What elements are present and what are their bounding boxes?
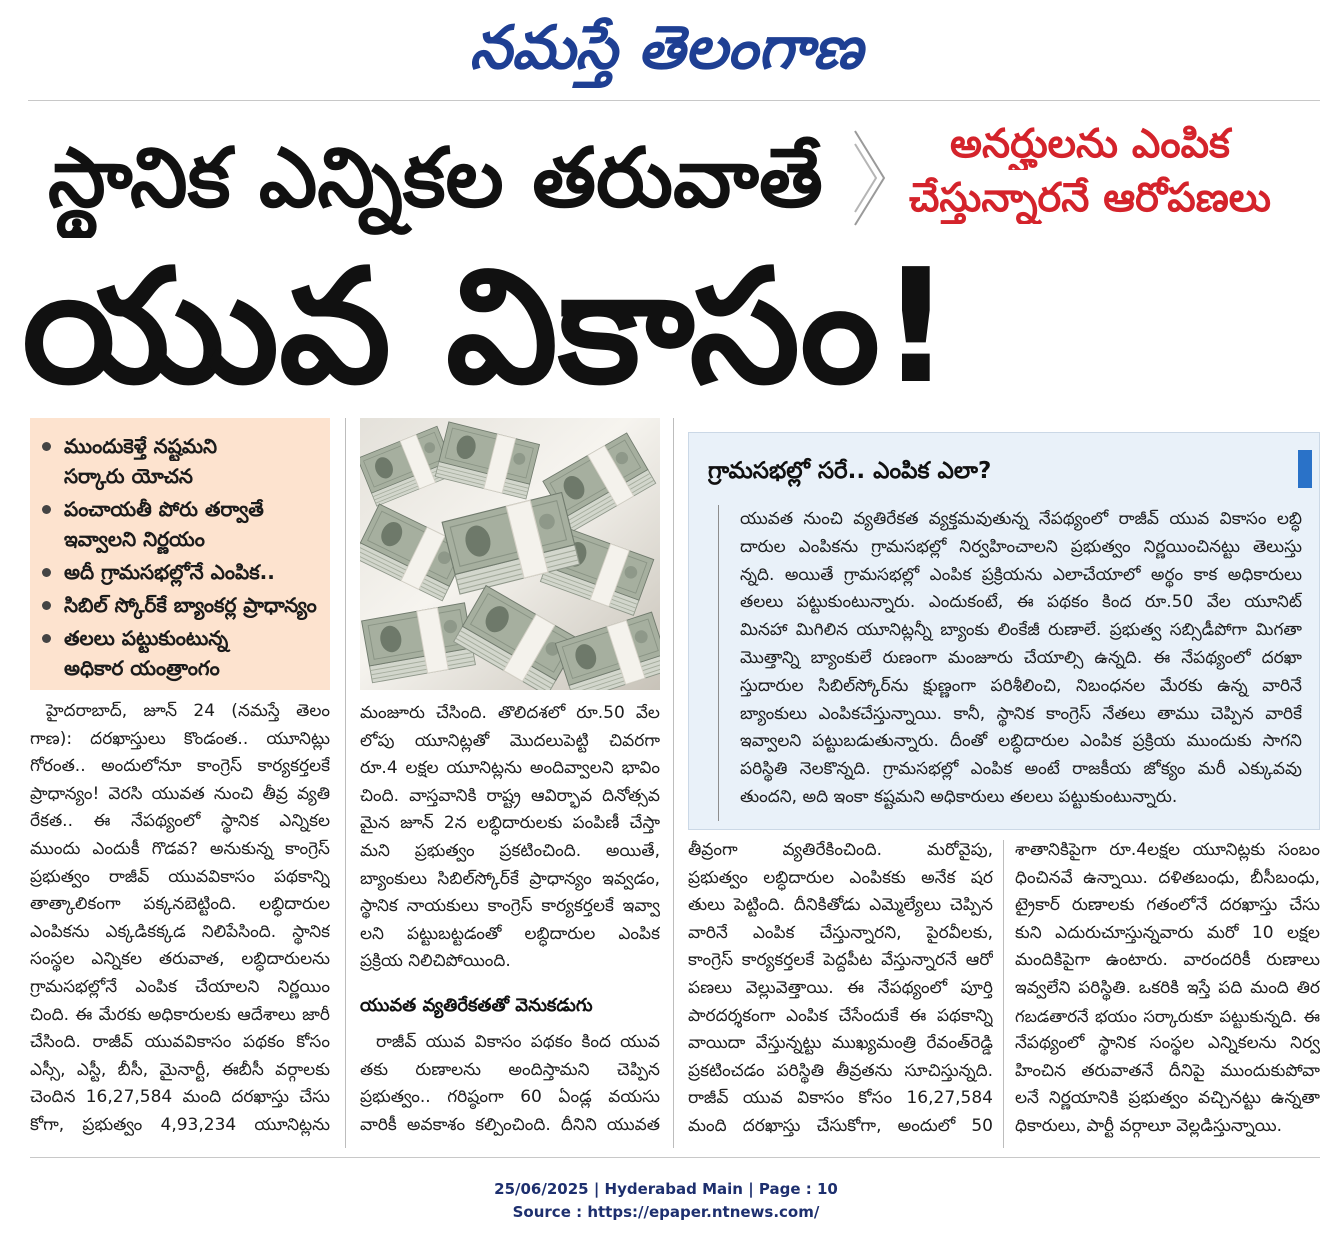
text-line: ఇవ్వాలని పట్టుబడుతున్నారు. దీంతో లబ్ధిదారుల ఎంపిక ప్రక్రియ ముందుకు సాగని <box>740 731 1302 752</box>
text-line: ముందుకెళ్తే నష్టమని <box>64 434 218 458</box>
highlight-item <box>42 494 322 554</box>
text-line: గాణ): దరఖాస్తులు కొండంత.. యూనిట్లు <box>30 728 330 749</box>
text-line: లనే నిర్ణయానికి ప్రభుత్వం వచ్చినట్టు ఉన్నతా <box>1015 1088 1320 1109</box>
text-line: కోగా, ప్రభుత్వం 4,93,234 యూనిట్లను <box>30 1114 330 1135</box>
text-line: అధికార యంత్రాంగం <box>64 656 220 680</box>
text-line: ముందు ఎందుకీ గొడవ? అనుకున్న కాంగ్రెస్ <box>30 838 330 859</box>
text-line: ఇవ్వాలని నిర్ణయం <box>64 527 205 551</box>
footer-divider <box>30 1157 1320 1158</box>
text-line: మందికిపైగా ఉంటారు. వారందరికీ రుణాలు <box>1015 950 1320 971</box>
article-paragraph <box>360 1029 660 1139</box>
text-line: చెందిన 16,27,584 మంది దరఖాస్తు చేసు <box>30 1087 330 1108</box>
text-line: స్తుదారుల సిబిల్‌స్కోర్‌ను క్షుణ్ణంగా పరిశీలించి, నిబంధనల మేరకు ఉన్న వారినే <box>740 675 1302 696</box>
text-line: తులు పెట్టింది. దీనికితోడు ఎమ్మెల్యేలు చెప్పిన <box>688 895 993 916</box>
text-line: ప్రభుత్వం లబ్ధిదారుల ఎంపికకు అనేక షర <box>688 867 993 888</box>
edition-info: 25/06/2025 | Hyderabad Main | Page : 10 <box>494 1180 838 1198</box>
bullet-icon <box>42 601 51 610</box>
sidebar-box-title: గ్రామసభల్లో సరే.. ఎంపిక ఎలా? <box>708 458 992 484</box>
headline-line-1: స్థానిక ఎన్నికల తరువాతే <box>48 131 823 226</box>
text-line: వారికీ అవకాశం కల్పించింది. దీనిని యువత <box>360 1114 660 1135</box>
text-line: ఇవ్వలేని పరిస్థితి. ఒకరికి ఇస్తే పది మంది తిర <box>1015 977 1320 998</box>
text-line: తుందని, అది ఇంకా కష్టమని అధికారులు తలలు పట్టుకుంటున్నారు. <box>740 786 1178 807</box>
text-line: వాయిదా వేస్తున్నట్టు ముఖ్యమంత్రి రేవంత్‌రెడ్డి <box>688 1033 993 1054</box>
text-line: ఎంపికను ఎక్కడికక్కడ నిలిపేసింది. స్థానిక <box>30 921 330 942</box>
bullet-icon <box>42 442 51 451</box>
column-rule <box>345 418 346 1148</box>
article-column-4 <box>1015 837 1320 1141</box>
masthead-logo: నమస్తే తెలంగాణ <box>469 13 863 83</box>
currency-notes-photo <box>360 418 660 690</box>
text-line: సర్కారు యోచన <box>64 464 193 488</box>
text-line: యువత నుంచి వ్యతిరేకత వ్యక్తమవుతున్న నేపథ్యంలో రాజీవ్ యువ వికాసం లబ్ధి <box>740 509 1302 529</box>
text-line: ప్రభుత్వం రాజీవ్ యువవికాసం పథకాన్ని <box>30 866 330 887</box>
column-rule <box>673 418 674 1148</box>
highlight-text <box>64 590 322 620</box>
text-line: హించిన తరువాతనే దీనిపై ముందుకుపోవా <box>1015 1060 1320 1081</box>
text-line: బ్యాంకులు ఎంపికచేస్తున్నాయి. కానీ, స్థానిక కాంగ్రెస్ నేతలు తాము చెప్పిన వారికే <box>740 703 1302 724</box>
text-line: పరిస్థితి నెలకొన్నది. గ్రామసభల్లో ఎంపిక అంటే రాజకీయ జోక్యం మరీ ఎక్కువవు <box>740 759 1302 780</box>
text-line: తీవ్రంగా వ్యతిరేకించింది. మరోవైపు, <box>688 840 993 860</box>
text-line: గ్రామసభల్లోనే ఎంపిక చేయాలని నిర్ణయిం <box>30 976 330 997</box>
kicker-chevron-icon <box>852 128 888 228</box>
text-line: ధికారులు, పార్టీ వర్గాలూ వెల్లడిస్తున్నాయి. <box>1015 1115 1282 1136</box>
text-line: స్థానిక నాయకులు కాంగ్రెస్ కార్యకర్తలకే ఇవ్వా <box>360 896 660 917</box>
text-line: న్నది. అయితే గ్రామసభల్లో ఎంపిక ప్రక్రియను ఎలాచేయాలో అర్థం కాక అధికారులు <box>740 564 1302 585</box>
bullet-icon <box>42 634 51 643</box>
highlight-item <box>42 557 322 587</box>
text-line: తలలు పట్టుకుంటున్న <box>64 626 229 650</box>
text-line: ధించినవే ఉన్నాయి. దళితబంధు, బీసీబంధు, <box>1015 867 1320 888</box>
text-line: వారినే ఎంపిక చేస్తున్నారని, పైరవీలకు, <box>688 922 993 943</box>
article-paragraph <box>1015 837 1320 1141</box>
article-column-1 <box>30 698 330 1140</box>
text-line: పంచాయతీ పోరు తర్వాతే <box>64 497 264 521</box>
highlight-item <box>42 431 322 491</box>
text-line: ప్రక్రియ నిలిచిపోయింది. <box>360 951 511 972</box>
source-url: Source : https://epaper.ntnews.com/ <box>512 1203 820 1221</box>
text-line: ఎస్సీ, ఎస్టీ, బీసీ, మైనార్టీ, ఈబీసీ వర్గాలకు <box>30 1059 330 1080</box>
text-line: దారుల ఎంపికను గ్రామసభల్లో నిర్వహించాలని ప్రభుత్వం నిర్ణయించినట్టు తెలుస్తు <box>740 536 1302 557</box>
sidebar-box-accent-bar <box>1298 450 1312 488</box>
text-line: మినహా మిగిలిన యూనిట్లన్నీ బ్యాంకు లింకేజీ రుణాలే. ప్రభుత్వ సబ్సిడీపోగా మిగతా <box>740 620 1302 641</box>
text-line: కాంగ్రెస్ కార్యకర్తలకే పెద్దపీట వేస్తున్నారనే ఆరో <box>688 950 993 971</box>
text-line: చింది. వాస్తవానికి రాష్ట్ర ఆవిర్భావ దినోత్సవ <box>360 785 660 806</box>
article-column-2 <box>360 700 660 1139</box>
text-line: తకు రుణాలను అందిస్తామని చెప్పిన <box>360 1059 660 1080</box>
text-line: గోరంత.. అందులోనూ కాంగ్రెస్ కార్యకర్తలకే <box>30 756 330 777</box>
text-line: చింది. ఈ మేరకు అధికారులకు ఆదేశాలు జారీ <box>30 1004 330 1025</box>
text-line: లోపు యూనిట్లతో మొదలుపెట్టి చివరగా <box>360 730 660 751</box>
column-rule <box>1003 840 1004 1148</box>
article-paragraph <box>360 700 660 976</box>
text-line: రేకత.. ఈ నేపథ్యంలో స్థానిక ఎన్నికల <box>30 811 330 832</box>
kicker-line-1: అనర్హులను ఎంపిక <box>950 121 1230 167</box>
text-line: పారదర్శకంగా ఎంపిక చేసేందుకే ఈ పథకాన్ని <box>688 1005 993 1026</box>
text-line: మంది దరఖాస్తు చేసుకోగా, అందులో 50 <box>688 1115 993 1136</box>
text-line: మొత్తాన్ని బ్యాంకులే రుణంగా మంజూరు చేయాల్సి ఉన్నది. ఈ నేపథ్యంలో దరఖా <box>740 647 1302 668</box>
text-line: పణలు వెల్లువెత్తాయి. ఈ నేపథ్యంలో పూర్తి <box>688 977 993 998</box>
text-line: లని పట్టుబట్టడంతో లబ్ధిదారుల ఎంపిక <box>360 923 660 944</box>
text-line: చేసింది. రాజీవ్ యువవికాసం పథకం కోసం <box>30 1032 330 1053</box>
text-line: కుని ఎదురుచూస్తున్నవారు మరో 10 లక్షల <box>1015 922 1320 943</box>
headline-line-2: యువ వికాసం! <box>22 238 952 418</box>
text-line: శాతానికిపైగా రూ.4లక్షల యూనిట్లకు సంబం <box>1015 840 1320 860</box>
text-line: తాత్కాలికంగా పక్కనబెట్టింది. లబ్ధిదారుల <box>30 894 330 915</box>
text-line: నేపథ్యంలో స్థానిక సంస్థల ఎన్నికలను నిర్వ <box>1015 1033 1320 1054</box>
text-line: మైన జూన్ 2న లబ్ధిదారులకు పంపిణీ చేస్తా <box>360 813 660 834</box>
text-line: గబడతారనే భయం సర్కారుకూ పట్టుకున్నది. ఈ <box>1015 1006 1320 1026</box>
text-line: హైదరాబాద్, జూన్ 24 (నమస్తే తెలం <box>46 701 330 721</box>
sidebar-box-rule <box>718 505 719 821</box>
kicker-line-2: చేస్తున్నారనే ఆరోపణలు <box>909 175 1271 221</box>
sidebar-box-body <box>740 506 1302 812</box>
chevron-inner-stroke <box>855 144 876 212</box>
text-line: రాజీవ్ యువ వికాసం పథకం కింద యువ <box>376 1031 660 1052</box>
article-subheading: యువత వ్యతిరేకతతో వెనుకడుగు <box>360 994 593 1016</box>
highlight-text <box>64 494 322 554</box>
text-line: ట్రైకార్ రుణాలకు గతంలోనే దరఖాస్తు చేసు <box>1015 895 1320 916</box>
highlight-item <box>42 623 322 683</box>
text-line: మంజూరు చేసింది. తొలిదశలో రూ.50 వేల <box>360 703 660 723</box>
text-line: రాజీవ్ యువ వికాసం కోసం 16,27,584 <box>688 1088 993 1109</box>
text-line: తలలు పట్టుకుంటున్నారు. ఎందుకంటే, ఈ పథకం కింద రూ.50 వేల యూనిట్ <box>740 592 1302 613</box>
article-paragraph <box>30 698 330 1140</box>
text-line: సిబిల్ స్కోర్‌కే బ్యాంకర్ల ప్రాధాన్యం <box>64 593 317 617</box>
highlight-text <box>64 557 322 587</box>
text-line: ప్రాధాన్యం! వెరసి యువత నుంచి తీవ్ర వ్యతి <box>30 783 330 804</box>
bullet-icon <box>42 568 51 577</box>
highlight-text <box>64 431 322 491</box>
chevron-outer-stroke <box>855 131 884 225</box>
article-column-3 <box>688 837 993 1141</box>
text-line: సంస్థల ఎన్నికల తరువాత, లబ్ధిదారులను <box>30 949 330 970</box>
text-line: బ్యాంకులు సిబిల్‌స్కోర్‌కే ప్రాధాన్యం ఇవ్వడం, <box>360 868 660 889</box>
highlight-text <box>64 623 322 683</box>
text-line: ప్రకటించడం పరిస్థితి తీవ్రతను సూచిస్తున్నది. <box>688 1060 993 1081</box>
text-line: రూ.4 లక్షల యూనిట్లను అందివ్వాలని భావిం <box>360 758 660 779</box>
text-line: అదీ గ్రామసభల్లోనే ఎంపిక.. <box>64 560 275 584</box>
highlights-box <box>30 418 330 690</box>
text-line: మని ప్రభుత్వం ప్రకటించింది. అయితే, <box>360 840 660 861</box>
bullet-icon <box>42 505 51 514</box>
highlight-item <box>42 590 322 620</box>
article-paragraph <box>688 837 993 1141</box>
text-line: ప్రభుత్వం.. గరిష్ఠంగా 60 ఏండ్ల వయసు <box>360 1087 660 1108</box>
masthead-divider <box>28 100 1320 101</box>
